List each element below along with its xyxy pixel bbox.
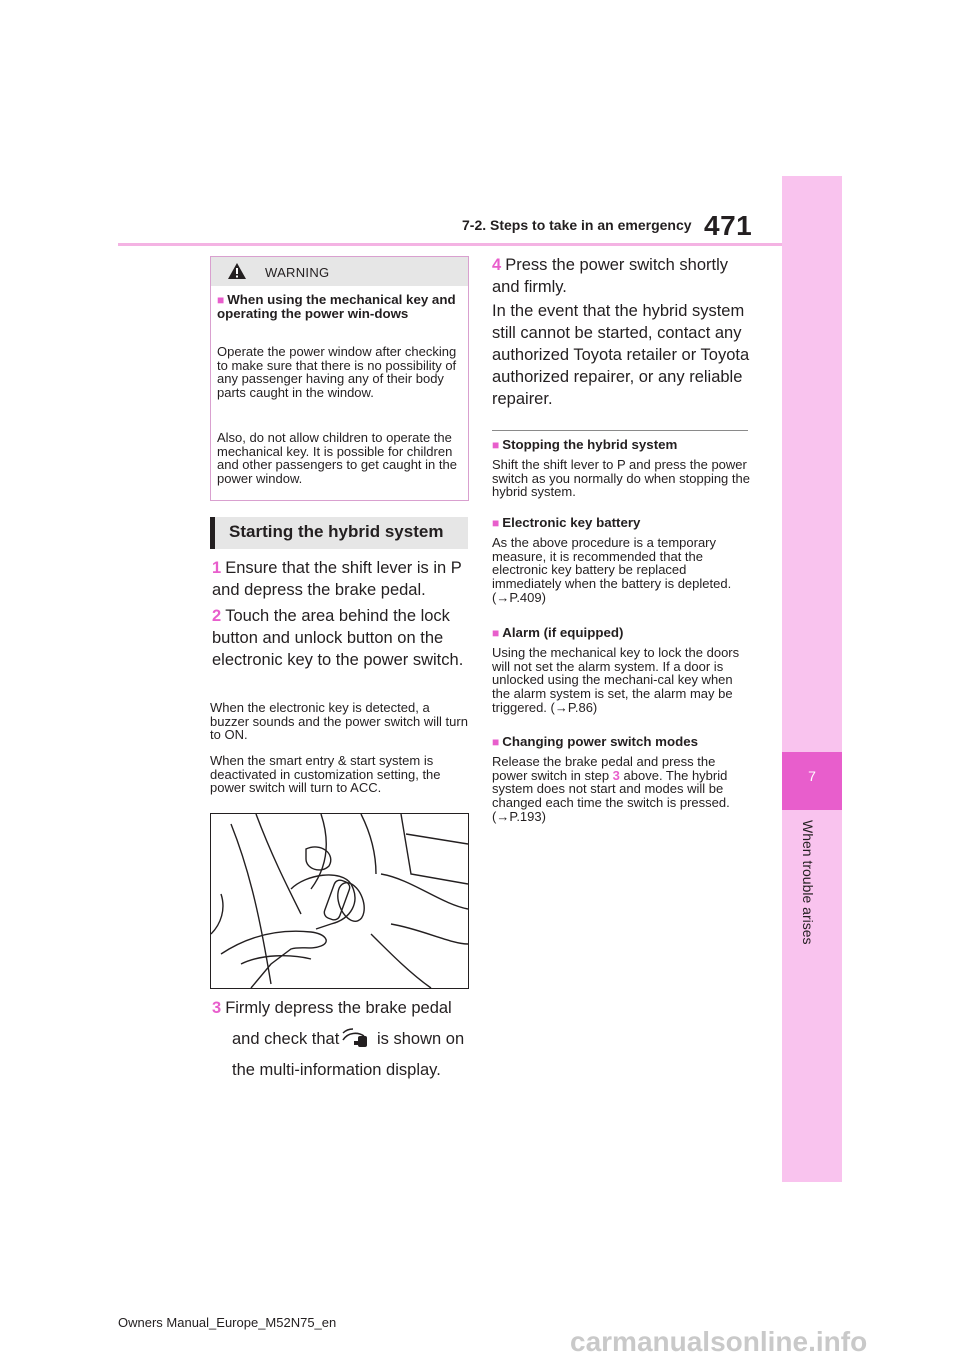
subsection-text [492,755,750,824]
section-heading-text: Starting the hybrid system [229,522,444,541]
subsection-title-text: Alarm (if equipped) [502,625,624,640]
side-tab [782,176,842,1182]
subsection-text: As the above procedure is a temporary measure, it is recommended that the electronic key battery be replaced immediately when the battery is depleted. (→P.409) [492,535,732,605]
note: When the smart entry & start system is deactivated in customization setting, the power switch will turn to ACC. [210,753,441,796]
subsection-text-part: Release the brake pedal and press the power switch in step [492,754,716,783]
footer-manual-id: Owners Manual_Europe_M52N75_en [118,1315,337,1330]
warning-paragraph: Operate the power window after checking to make sure that there is no possibility of any passenger having any of their body parts caught in the window. [217,344,457,401]
header-rule [118,243,782,246]
step-number: 1 [212,559,222,577]
square-bullet-icon: ■ [492,626,500,640]
step-text: Touch the area behind the lock button and unlock button on the electronic key to the power switch. [212,607,464,669]
subsection-title [492,734,698,749]
step-text: Ensure that the shift lever is in P and depress the brake pedal. [212,559,462,599]
subsection-title-text: Electronic key battery [502,515,641,530]
page-number: 471 [704,210,753,241]
subsection-text-part: above. The hybrid system does not start and modes will be changed each time the switch is pressed. (→P.193) [492,767,730,824]
square-bullet-icon: ■ [492,516,500,530]
square-bullet-icon: ■ [492,438,500,452]
section-heading [210,517,468,549]
step-number: 3 [212,999,222,1017]
warning-header [211,257,468,286]
step-3-text: is shown on [377,1030,465,1048]
warning-box [210,256,469,501]
subsection-title-text: Stopping the hybrid system [502,437,678,452]
warning-subhead [217,293,463,321]
subsection-title [492,515,640,530]
chapter-number: 7 [808,768,816,784]
section-title: 7-2. Steps to take in an emergency [462,217,692,233]
note: When the electronic key is detected, a buzzer sounds and the power switch will turn to ON. [210,700,468,743]
square-bullet-icon: ■ [217,293,225,307]
step-4 [492,254,750,298]
step-3-text: the multi-information display. [232,1061,441,1079]
subsection-text: Shift the shift lever to P and press the power switch as you normally do when stopping the hybrid system. [492,457,750,500]
step-2 [212,605,468,671]
step-3-text: and check that [232,1030,340,1048]
step-text: Firmly depress the brake pedal [225,999,452,1017]
step-reference: 3 [612,767,620,783]
subsection-title-text: Changing power switch modes [502,734,699,749]
subsection-title [492,625,623,640]
step-3 [212,997,468,1019]
subsection-title [492,437,677,452]
contact-paragraph: In the event that the hybrid system still cannot be started, contact any authorized Toyota retailer or Toyota authorized repairer, or any reliable repairer. [492,302,750,408]
warning-triangle-icon [227,262,247,285]
step-1 [212,557,468,601]
chapter-label: When trouble arises [800,820,816,945]
subsection-text: Using the mechanical key to lock the doors will not set the alarm system. If a door is unlocked using the mechani-cal key when the alarm system is set, the alarm may be triggered. (→P.86) [492,645,740,715]
key-fob-display-icon [340,1028,370,1053]
warning-subhead-text: When using the mechanical key and operating the power win-dows [217,292,456,321]
watermark: carmanualsonline.info [570,1326,868,1357]
warning-paragraph: Also, do not allow children to operate the mechanical key. It is possible for children and other passengers to get caught in the power window. [217,430,457,487]
warning-title: WARNING [265,265,330,280]
square-bullet-icon: ■ [492,735,500,749]
step-text: Press the power switch shortly and firmly. [492,256,729,296]
divider [492,430,748,431]
step-number: 2 [212,607,222,625]
step-number: 4 [492,256,502,274]
illustration-key-touch [210,813,469,989]
